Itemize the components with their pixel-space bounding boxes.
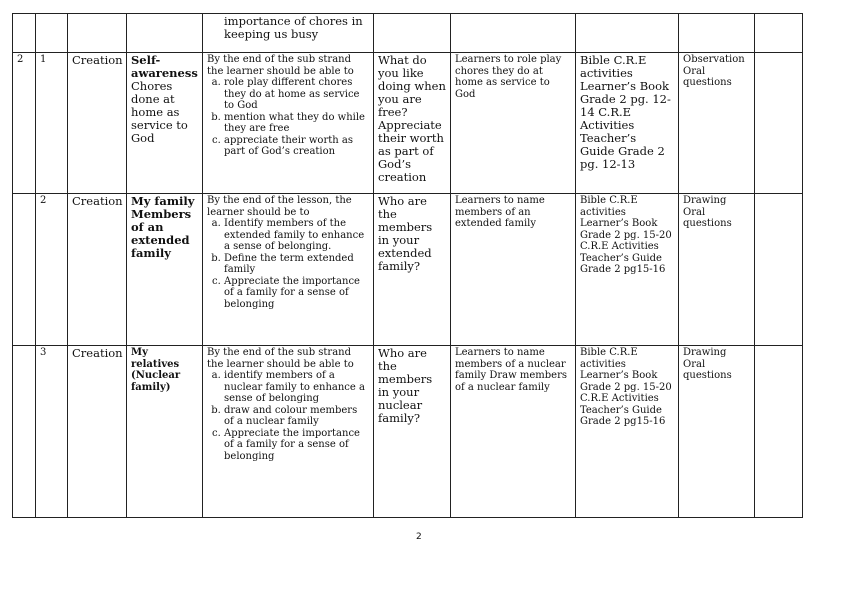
table-row <box>13 194 803 346</box>
strand-cell <box>68 53 127 194</box>
sub-strand-cell <box>127 53 203 194</box>
sub-strand-title: My family Members of an extended family <box>131 194 195 260</box>
lesson-cell <box>36 346 68 518</box>
outcome-item: b. Define the term extended family <box>224 253 369 276</box>
assessment-text: Drawing Oral questions <box>683 195 732 229</box>
experiences-text: Learners to role play chores they do at home as service to God <box>455 54 562 100</box>
outcome-item: c. Appreciate the importance of a family for a sense of belonging <box>224 276 369 311</box>
learning-experiences-cell <box>451 346 576 518</box>
outcome-item: a. role play different chores they do at home as service to God <box>224 77 369 112</box>
week-cell <box>13 14 36 53</box>
resources-cell <box>576 53 679 194</box>
resources-text: Bible C.R.E activities Learner’s Book Grade 2 pg. 12-14 C.R.E Activities Teacher’s Guide Grade 2 pg. 12-13 <box>580 53 671 171</box>
lesson-text: 3 <box>40 347 47 358</box>
outcome-continued: importance of chores in keeping us busy <box>224 14 363 41</box>
lesson-cell <box>36 53 68 194</box>
resources-text: Bible C.R.E activities Learner’s Book Grade 2 pg. 15-20 C.R.E Activities Teacher’s Guide Grade 2 pg15-16 <box>580 195 672 275</box>
outcome-item: c. Appreciate the importance of a family for a sense of belonging <box>224 428 369 463</box>
sub-strand-cell <box>127 346 203 518</box>
remarks-cell <box>755 53 803 194</box>
assessment-cell <box>679 346 755 518</box>
assessment-cell <box>679 194 755 346</box>
outcome-item: c. appreciate their worth as part of God’s creation <box>224 135 369 158</box>
page-number: 2 <box>416 532 422 542</box>
experiences-text: Learners to name members of an extended family <box>455 195 545 229</box>
strand-cell <box>68 194 127 346</box>
key-question-cell <box>374 346 451 518</box>
resources-cell <box>576 194 679 346</box>
strand-text: Creation <box>72 53 123 67</box>
outcome-item: a. identify members of a nuclear family to enhance a sense of belonging <box>224 370 369 405</box>
outcome-item: a. Identify members of the extended family to enhance a sense of belonging. <box>224 218 369 253</box>
outcomes_intro-text: By the end of the lesson, the learner should be to <box>207 195 352 218</box>
table-row <box>13 14 803 53</box>
table-row <box>13 53 803 194</box>
remarks-cell <box>755 194 803 346</box>
strand-text: Creation <box>72 194 123 208</box>
learning-experiences-cell <box>451 14 576 53</box>
learning-experiences-cell <box>451 53 576 194</box>
assessment-cell <box>679 14 755 53</box>
resources-cell <box>576 14 679 53</box>
sub-strand-title: My relatives (Nuclear family) <box>131 347 181 393</box>
question-text: What do you like doing when you are free? Appreciate their worth as part of God’s creation <box>378 53 446 184</box>
outcome-item: b. mention what they do while they are free <box>224 112 369 135</box>
outcomes_intro-text: By the end of the sub strand the learner should be able to <box>207 347 354 370</box>
key-question-cell <box>374 53 451 194</box>
question-text: Who are the members in your extended family? <box>378 194 433 273</box>
lesson-text: 2 <box>40 195 47 206</box>
assessment-text: Drawing Oral questions <box>683 347 732 381</box>
experiences-text: Learners to name members of a nuclear family Draw members of a nuclear family <box>455 347 567 393</box>
outcomes-cell <box>203 53 374 194</box>
week-cell <box>13 346 36 518</box>
assessment-text: Observation Oral questions <box>683 54 745 88</box>
table-row <box>13 346 803 518</box>
strand-text: Creation <box>72 346 123 360</box>
outcomes-cell <box>203 346 374 518</box>
sub-strand-cell <box>127 14 203 53</box>
resources-cell <box>576 346 679 518</box>
week-cell <box>13 194 36 346</box>
strand-cell <box>68 14 127 53</box>
sub_strand-text: Chores done at home as service to God <box>131 79 188 145</box>
assessment-cell <box>679 53 755 194</box>
strand-cell <box>68 346 127 518</box>
week-cell <box>13 53 36 194</box>
outcomes_intro-text: By the end of the sub strand the learner should be able to <box>207 54 354 77</box>
key-question-cell <box>374 194 451 346</box>
key-question-cell <box>374 14 451 53</box>
remarks-cell <box>755 14 803 53</box>
lesson-cell <box>36 194 68 346</box>
question-text: Who are the members in your nuclear family? <box>378 346 433 425</box>
week-text: 2 <box>17 54 24 65</box>
learning-experiences-cell <box>451 194 576 346</box>
resources-text: Bible C.R.E activities Learner’s Book Grade 2 pg. 15-20 C.R.E Activities Teacher’s Guide Grade 2 pg15-16 <box>580 347 672 427</box>
outcome-item: b. draw and colour members of a nuclear family <box>224 405 369 428</box>
sub-strand-title: Self-awareness <box>131 53 198 80</box>
outcomes-cell <box>203 194 374 346</box>
remarks-cell <box>755 346 803 518</box>
outcomes-cell <box>203 14 374 53</box>
lesson-text: 1 <box>40 54 47 65</box>
sub-strand-cell <box>127 194 203 346</box>
scheme-of-work-table <box>12 13 803 518</box>
lesson-cell <box>36 14 68 53</box>
